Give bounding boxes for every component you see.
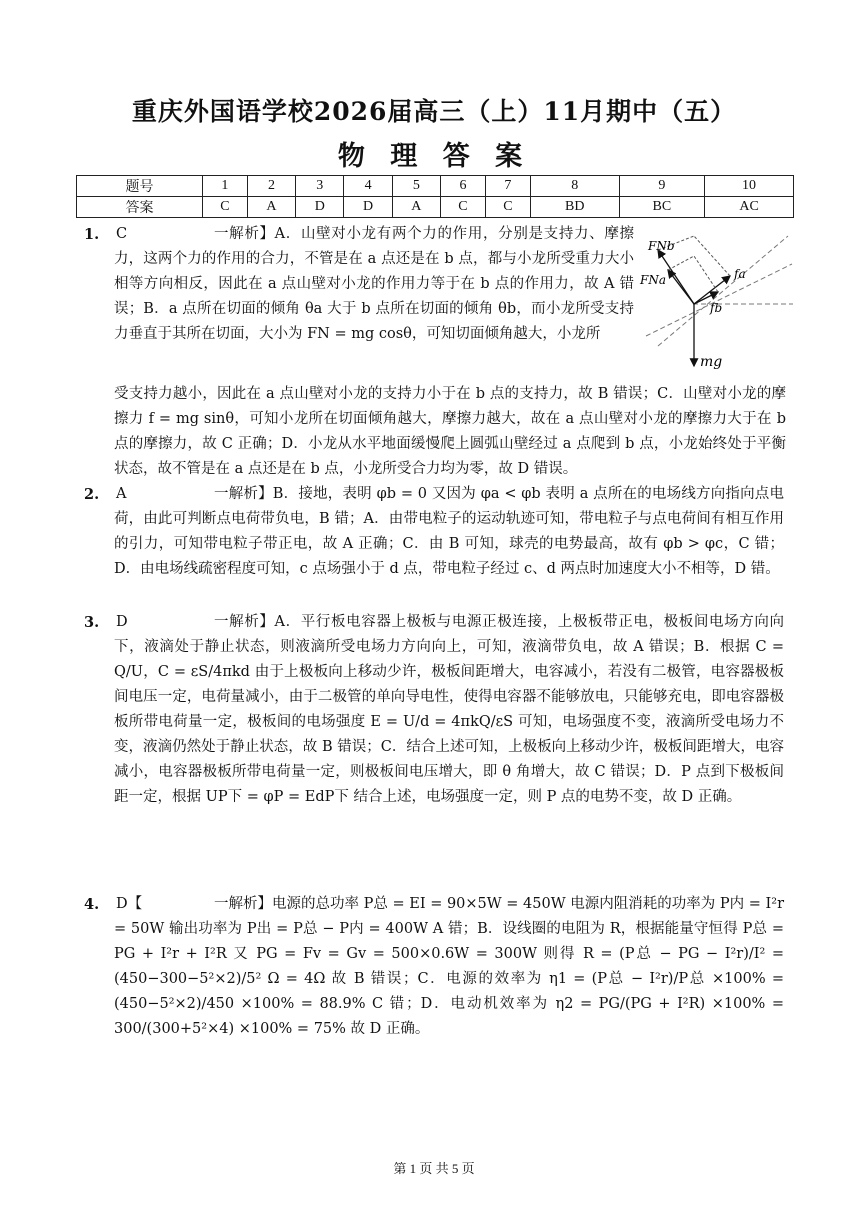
parallelogram-line bbox=[668, 256, 694, 270]
answer-cell: C bbox=[485, 197, 530, 218]
slope-line-b bbox=[658, 236, 788, 346]
answer-cell: D bbox=[296, 197, 344, 218]
question-number-cell: 7 bbox=[485, 176, 530, 197]
question-number-cell: 4 bbox=[344, 176, 392, 197]
page-subtitle: 物 理 答 案 bbox=[337, 141, 531, 172]
question-4 bbox=[84, 892, 784, 1042]
question-1-explanation-continued: 受支持力越小，因此在 a 点山壁对小龙的支持力小于在 b 点的支持力，故 B 错误；C．山壁对小龙的摩擦力 f = mg sinθ，可知小龙所在切面倾角越大，摩擦力越大，故在 a 点山壁对小龙的摩擦力大于在 b 点的摩擦力，故 C 正确；D．小龙从水平地面缓慢爬上圆弧山壁经过 a 点爬到 b 点，小龙始终处于平衡状态，故不管是在 a 点还是在 b 点，小龙所受合力均为零，故 D 错误。 bbox=[114, 386, 786, 477]
table-row-label: 答案 bbox=[77, 197, 203, 218]
question-answer: D【 bbox=[116, 896, 143, 912]
answer-cell: A bbox=[392, 197, 440, 218]
question-answer: A bbox=[116, 486, 127, 502]
parallelogram-line bbox=[694, 236, 730, 276]
question-number-cell: 5 bbox=[392, 176, 440, 197]
question-explanation: 一解析】B．接地，表明 φb = 0 又因为 φa < φb 表明 a 点所在的电场线方向指向点电荷，由此可判断点电荷带负电，B 错；A．由带电粒子的运动轨迹可知，带电粒子与点电荷间有相互作用的引力，可知带电粒子带正电，故 A 正确；C．由 B 可知，球壳的电势最高，故有 φb > φc，C 错；D．由电场线疏密程度可知，c 点场强小于 d 点，带电粒子经过 c、d 两点时加速度大小不相等，D 错。 bbox=[114, 486, 784, 577]
question-explanation: 一解析】电源的总功率 P总 = EI = 90×5W = 450W 电源内阻消耗的功率为 P内 = I²r = 50W 输出功率为 P出 = P总 − P内 = 400W A 错；B．设线圈的电阻为 R，根据能量守恒得 P总 = PG + I²r + I²R 又 PG = Fv = Gv = 500×0.6W = 300W 则得 R = (P总 − PG − I²r)/I² = (450−300−5²×2)/5² Ω = 4Ω 故 B 错误；C．电源的效率为 η1 = (P总 − I²r)/P总 ×100% = (450−5²×2)/450 ×100% = 88.9% C 错；D．电动机效率为 η2 = PG/(PG + I²R) ×100% = 300/(300+5²×4) ×100% = 75% 故 D 正确。 bbox=[114, 896, 784, 1037]
question-2 bbox=[84, 482, 784, 582]
fnb-label: FNb bbox=[648, 239, 675, 253]
question-number: 2. bbox=[84, 486, 100, 503]
question-answer: D bbox=[116, 614, 128, 630]
question-number: 4. bbox=[84, 896, 100, 913]
mg-label: mg bbox=[700, 354, 723, 370]
table-row-label: 题号 bbox=[77, 176, 203, 197]
question-3 bbox=[84, 610, 784, 810]
question-number-cell: 3 bbox=[296, 176, 344, 197]
answer-table-answer-row bbox=[77, 197, 794, 218]
question-number-cell: 6 bbox=[441, 176, 486, 197]
fa-label: fa bbox=[734, 267, 746, 281]
page-footer: 第 1 页 共 5 页 bbox=[393, 1161, 475, 1176]
question-number: 1. bbox=[84, 226, 100, 243]
fna-label: FNa bbox=[640, 273, 666, 287]
answer-cell: C bbox=[202, 197, 247, 218]
question-number-cell: 8 bbox=[530, 176, 619, 197]
force-diagram bbox=[638, 228, 800, 378]
answer-cell: C bbox=[441, 197, 486, 218]
question-explanation: 一解析】A．山壁对小龙有两个力的作用，分别是支持力、摩擦力，这两个力的作用的合力，不管是在 a 点还是在 b 点，都与小龙所受重力大小相等方向相反，因此在 a 点山壁对小龙的作用力等于在 b 点的作用力，故 A 错误；B．a 点所在切面的倾角 θa 大于 b 点所在切面的倾角 θb，而小龙所受支持力垂直于其所在切面，大小为 FN = mg cosθ，可知切面倾角越大，小龙所 bbox=[114, 226, 634, 342]
slope-line-a bbox=[646, 264, 792, 336]
question-number-cell: 2 bbox=[247, 176, 295, 197]
answer-cell: BC bbox=[619, 197, 704, 218]
fb-label: fb bbox=[710, 301, 723, 315]
fna-arrow bbox=[668, 270, 694, 304]
question-number-cell: 1 bbox=[202, 176, 247, 197]
page-title: 重庆外国语学校2026届高三（上）11月期中（五） bbox=[131, 97, 737, 126]
answer-table-header-row bbox=[77, 176, 794, 197]
question-number: 3. bbox=[84, 614, 100, 631]
answer-table bbox=[76, 175, 794, 218]
question-number-cell: 9 bbox=[619, 176, 704, 197]
answer-cell: BD bbox=[530, 197, 619, 218]
question-number-cell: 10 bbox=[705, 176, 794, 197]
answer-cell: D bbox=[344, 197, 392, 218]
answer-cell: A bbox=[247, 197, 295, 218]
answer-cell: AC bbox=[705, 197, 794, 218]
fa-arrow bbox=[694, 276, 730, 304]
question-answer: C bbox=[116, 226, 128, 242]
parallelogram-line bbox=[694, 256, 718, 292]
question-explanation: 一解析】A．平行板电容器上极板与电源正极连接，上极板带正电，极板间电场方向向下，液滴处于静止状态，则液滴所受电场力方向向上，可知，液滴带负电，故 A 错误；B．根据 C = Q/U，C = εS/4πkd 由于上极板向上移动少许，极板间距增大，电容减小，若没有二极管，电容器极板间电压一定，电荷量减小，由于二极管的单向导电性，使得电容器不能够放电，只能够充电，即电容器极板所带电荷量一定，极板间的电场强度 E = U/d = 4πkQ/εS 可知，电场强度不变，液滴所受电场力不变，液滴仍然处于静止状态，故 B 错误；C．结合上述可知，上极板向上移动少许，极板间距增大，电容减小，电容器极板所带电荷量一定，则极板间电压增大，即 θ 角增大，故 C 错误；D．P 点到下极板间距一定，根据 UP下 = φP = EdP下 结合上述，电场强度一定，则 P 点的电势不变，故 D 正确。 bbox=[114, 614, 784, 805]
